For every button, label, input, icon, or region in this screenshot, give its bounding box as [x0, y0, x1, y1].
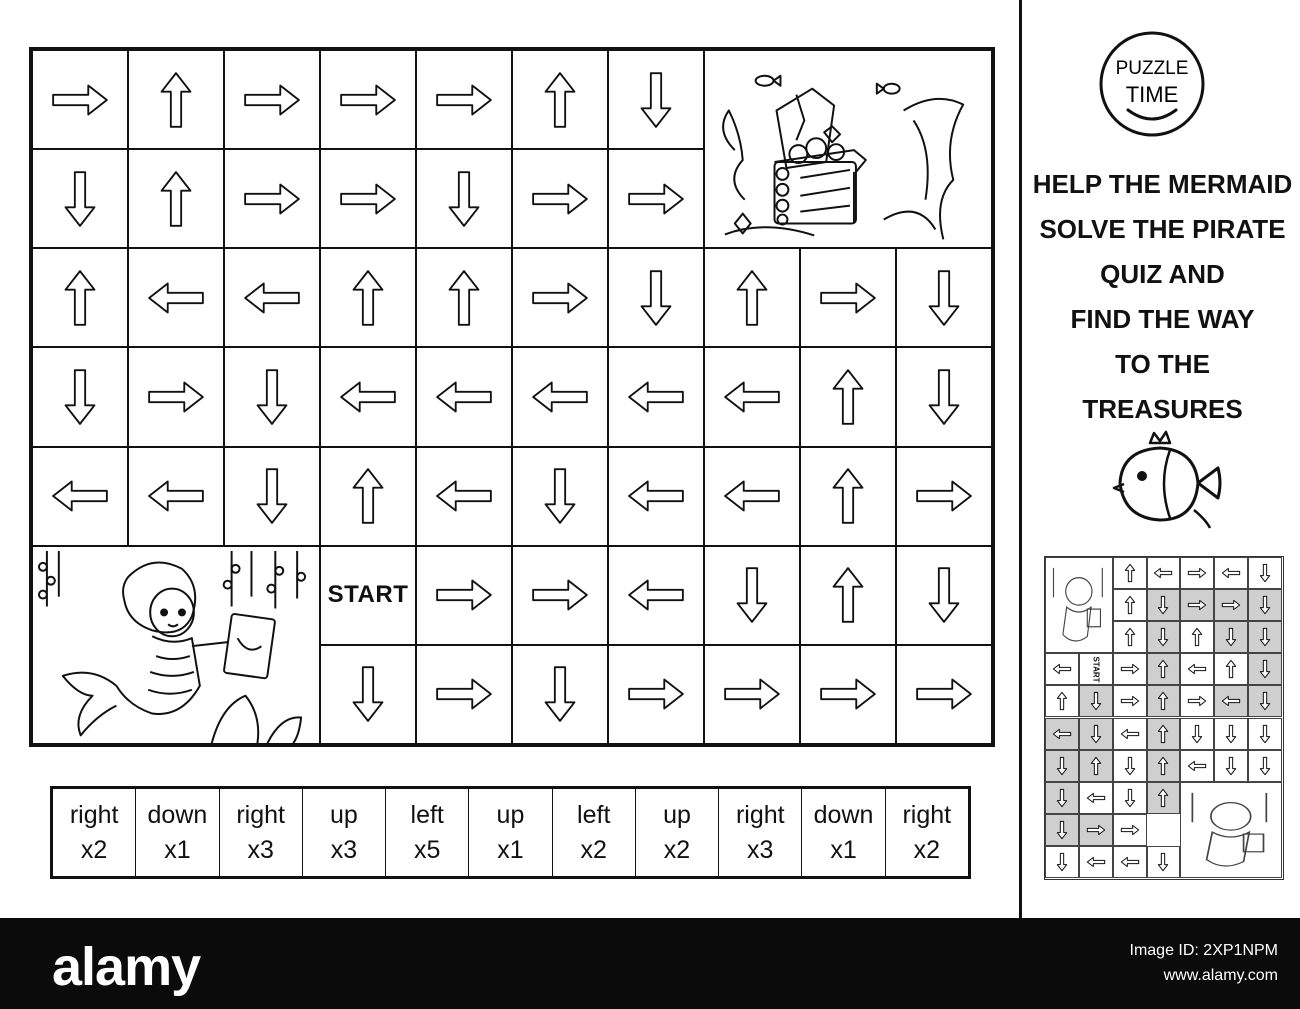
- arrow-cell: [224, 149, 320, 248]
- instruction-cell: [886, 789, 968, 876]
- arrow-cell: [512, 645, 608, 744]
- arrow-cell: [896, 546, 992, 645]
- up-arrow-icon: [1153, 691, 1173, 711]
- mini-arrow-cell: [1147, 750, 1181, 782]
- image-id: Image ID: 2XP1NPM: [1129, 942, 1278, 959]
- mini-arrow-cell: [1214, 557, 1248, 589]
- mini-arrow-cell: [1180, 718, 1214, 750]
- arrow-cell: [224, 248, 320, 347]
- right-arrow-icon: [49, 69, 111, 131]
- mini-arrow-cell: [1045, 685, 1079, 717]
- mini-arrow-cell: [1248, 653, 1282, 685]
- mini-arrow-cell: [1079, 846, 1113, 878]
- left-arrow-icon: [1086, 788, 1106, 808]
- mini-arrow-cell: [1079, 685, 1113, 717]
- arrow-cell: [704, 546, 800, 645]
- right-arrow-icon: [913, 465, 975, 527]
- down-arrow-icon: [1052, 852, 1072, 872]
- arrow-cell: [320, 447, 416, 546]
- arrow-cell: [608, 546, 704, 645]
- instruction-direction: right: [902, 800, 952, 829]
- down-arrow-icon: [1052, 820, 1072, 840]
- instruction-count: x2: [913, 835, 940, 864]
- left-arrow-icon: [529, 366, 591, 428]
- mini-arrow-cell: [1113, 685, 1147, 717]
- instruction-direction: down: [147, 800, 208, 829]
- arrow-cell: [896, 347, 992, 446]
- fish-with-crown-icon: [1110, 428, 1230, 538]
- mini-arrow-cell: [1147, 718, 1181, 750]
- instruction-count: x3: [330, 835, 358, 864]
- instructions-headline: [1025, 162, 1300, 432]
- arrow-cell: [32, 50, 128, 149]
- instruction-cell: [386, 789, 469, 876]
- right-arrow-icon: [241, 168, 303, 230]
- left-arrow-icon: [1221, 563, 1241, 583]
- start-cell: [320, 546, 416, 645]
- mini-arrow-cell: [1045, 846, 1079, 878]
- right-arrow-icon: [433, 69, 495, 131]
- mini-arrow-cell: [1214, 685, 1248, 717]
- arrow-cell: [800, 447, 896, 546]
- right-arrow-icon: [1120, 820, 1140, 840]
- mini-arrow-cell: [1248, 589, 1282, 621]
- left-arrow-icon: [1052, 724, 1072, 744]
- arrow-cell: [128, 149, 224, 248]
- right-arrow-icon: [913, 663, 975, 725]
- badge-line-2: TIME: [1125, 82, 1179, 107]
- mini-treasure-illustration: [1180, 782, 1282, 878]
- left-arrow-icon: [241, 267, 303, 329]
- instruction-count: x1: [497, 835, 524, 864]
- right-arrow-icon: [625, 663, 687, 725]
- left-arrow-icon: [1187, 756, 1207, 776]
- arrow-cell: [32, 347, 128, 446]
- instruction-cell: [719, 789, 802, 876]
- mini-start-label: START: [1091, 656, 1101, 683]
- instruction-direction: down: [813, 800, 874, 829]
- right-arrow-icon: [1187, 595, 1207, 615]
- right-arrow-icon: [1120, 691, 1140, 711]
- down-arrow-icon: [1153, 595, 1173, 615]
- left-arrow-icon: [625, 465, 687, 527]
- instruction-count: x3: [747, 835, 774, 864]
- up-arrow-icon: [433, 267, 495, 329]
- instruction-cell: [802, 789, 885, 876]
- down-arrow-icon: [433, 168, 495, 230]
- mini-arrow-cell: [1113, 589, 1147, 621]
- left-arrow-icon: [1120, 724, 1140, 744]
- instruction-count: x5: [413, 835, 441, 864]
- arrow-cell: [704, 347, 800, 446]
- arrow-cell: [704, 645, 800, 744]
- instruction-direction: up: [330, 800, 358, 829]
- down-arrow-icon: [1120, 788, 1140, 808]
- mini-arrow-cell: [1147, 589, 1181, 621]
- puzzle-board: [29, 47, 995, 747]
- headline-line: TO THE: [1115, 349, 1210, 379]
- down-arrow-icon: [1052, 788, 1072, 808]
- arrow-cell: [128, 248, 224, 347]
- instruction-direction: left: [410, 800, 444, 829]
- headline-line: FIND THE WAY: [1070, 304, 1255, 334]
- left-arrow-icon: [433, 465, 495, 527]
- instruction-cell: [136, 789, 219, 876]
- down-arrow-icon: [49, 366, 111, 428]
- arrow-cell: [800, 546, 896, 645]
- puzzle-time-badge: [1098, 30, 1206, 138]
- mini-arrow-cell: [1147, 653, 1181, 685]
- down-arrow-icon: [913, 267, 975, 329]
- right-arrow-icon: [1221, 595, 1241, 615]
- arrow-cell: [608, 248, 704, 347]
- arrow-cell: [128, 50, 224, 149]
- left-arrow-icon: [1086, 852, 1106, 872]
- mini-arrow-cell: [1214, 653, 1248, 685]
- down-arrow-icon: [721, 564, 783, 626]
- headline-line: HELP THE MERMAID: [1032, 169, 1293, 199]
- right-arrow-icon: [625, 168, 687, 230]
- down-arrow-icon: [625, 267, 687, 329]
- arrow-cell: [224, 50, 320, 149]
- arrow-cell: [512, 248, 608, 347]
- left-arrow-icon: [1221, 691, 1241, 711]
- mini-start-cell: [1079, 653, 1113, 685]
- down-arrow-icon: [913, 366, 975, 428]
- treasure-chest-illustration: [704, 50, 992, 248]
- right-arrow-icon: [529, 564, 591, 626]
- down-arrow-icon: [1187, 724, 1207, 744]
- down-arrow-icon: [1255, 563, 1275, 583]
- mini-arrow-cell: [1113, 750, 1147, 782]
- headline-line: TREASURES: [1082, 394, 1243, 424]
- down-arrow-icon: [625, 69, 687, 131]
- arrow-cell: [416, 447, 512, 546]
- instruction-direction: right: [236, 800, 285, 829]
- footer-bar: [0, 918, 1300, 1009]
- footer-id-block: [1130, 938, 1279, 988]
- instruction-cell: [636, 789, 719, 876]
- down-arrow-icon: [1255, 691, 1275, 711]
- down-arrow-icon: [1153, 852, 1173, 872]
- right-arrow-icon: [1120, 659, 1140, 679]
- down-arrow-icon: [1120, 756, 1140, 776]
- right-arrow-icon: [337, 168, 399, 230]
- right-arrow-icon: [1187, 691, 1207, 711]
- right-arrow-icon: [241, 69, 303, 131]
- instruction-count: x2: [80, 835, 108, 864]
- down-arrow-icon: [337, 663, 399, 725]
- mini-arrow-cell: [1180, 557, 1214, 589]
- up-arrow-icon: [1153, 659, 1173, 679]
- up-arrow-icon: [145, 69, 207, 131]
- arrow-cell: [512, 447, 608, 546]
- right-arrow-icon: [337, 69, 399, 131]
- up-arrow-icon: [1187, 627, 1207, 647]
- arrow-cell: [608, 149, 704, 248]
- down-arrow-icon: [1052, 756, 1072, 776]
- right-arrow-icon: [433, 663, 495, 725]
- footer-logo: alamy: [52, 937, 201, 997]
- down-arrow-icon: [1255, 756, 1275, 776]
- mini-arrow-cell: [1113, 718, 1147, 750]
- up-arrow-icon: [1052, 691, 1072, 711]
- left-arrow-icon: [145, 465, 207, 527]
- down-arrow-icon: [1153, 627, 1173, 647]
- up-arrow-icon: [817, 366, 879, 428]
- vertical-divider: [1019, 0, 1022, 918]
- start-label: START: [327, 581, 409, 609]
- arrow-cell: [608, 645, 704, 744]
- arrow-cell: [320, 149, 416, 248]
- left-arrow-icon: [625, 564, 687, 626]
- right-arrow-icon: [145, 366, 207, 428]
- left-arrow-icon: [1052, 659, 1072, 679]
- left-arrow-icon: [49, 465, 111, 527]
- arrow-cell: [320, 645, 416, 744]
- mini-arrow-cell: [1079, 750, 1113, 782]
- up-arrow-icon: [529, 69, 591, 131]
- arrow-cell: [224, 347, 320, 446]
- arrow-cell: [128, 347, 224, 446]
- up-arrow-icon: [1153, 756, 1173, 776]
- arrow-cell: [800, 248, 896, 347]
- mini-arrow-cell: [1079, 814, 1113, 846]
- left-arrow-icon: [1120, 852, 1140, 872]
- mini-arrow-cell: [1079, 782, 1113, 814]
- up-arrow-icon: [817, 564, 879, 626]
- arrow-cell: [704, 447, 800, 546]
- down-arrow-icon: [1255, 627, 1275, 647]
- mini-arrow-cell: [1214, 718, 1248, 750]
- left-arrow-icon: [433, 366, 495, 428]
- arrow-cell: [224, 447, 320, 546]
- mini-answer-key: [1044, 556, 1284, 880]
- instruction-count: x2: [580, 835, 607, 864]
- mini-arrow-cell: [1214, 750, 1248, 782]
- left-arrow-icon: [1187, 659, 1207, 679]
- mini-arrow-cell: [1248, 557, 1282, 589]
- arrow-cell: [416, 347, 512, 446]
- down-arrow-icon: [1255, 724, 1275, 744]
- instruction-count: x1: [830, 835, 857, 864]
- mini-arrow-cell: [1045, 814, 1079, 846]
- arrow-cell: [512, 50, 608, 149]
- right-arrow-icon: [817, 663, 879, 725]
- up-arrow-icon: [1153, 788, 1173, 808]
- mini-arrow-cell: [1214, 621, 1248, 653]
- mini-arrow-cell: [1180, 750, 1214, 782]
- headline-line: SOLVE THE PIRATE: [1039, 214, 1286, 244]
- left-arrow-icon: [721, 465, 783, 527]
- down-arrow-icon: [1255, 659, 1275, 679]
- left-arrow-icon: [145, 267, 207, 329]
- instruction-cell: [469, 789, 552, 876]
- arrow-cell: [416, 50, 512, 149]
- up-arrow-icon: [49, 267, 111, 329]
- left-arrow-icon: [337, 366, 399, 428]
- mini-mermaid-illustration: [1045, 557, 1113, 653]
- arrow-cell: [896, 248, 992, 347]
- up-arrow-icon: [1120, 563, 1140, 583]
- arrow-cell: [320, 50, 416, 149]
- mini-arrow-cell: [1180, 589, 1214, 621]
- down-arrow-icon: [1221, 724, 1241, 744]
- down-arrow-icon: [1086, 724, 1106, 744]
- arrow-cell: [128, 447, 224, 546]
- instruction-count: x2: [663, 835, 691, 864]
- mini-arrow-cell: [1113, 814, 1147, 846]
- arrow-cell: [800, 347, 896, 446]
- down-arrow-icon: [1221, 756, 1241, 776]
- up-arrow-icon: [721, 267, 783, 329]
- instruction-count: x3: [247, 835, 274, 864]
- up-arrow-icon: [337, 465, 399, 527]
- mini-arrow-cell: [1045, 750, 1079, 782]
- arrow-cell: [32, 248, 128, 347]
- right-arrow-icon: [433, 564, 495, 626]
- mermaid-with-map-illustration: [32, 546, 320, 744]
- down-arrow-icon: [241, 465, 303, 527]
- left-arrow-icon: [625, 366, 687, 428]
- arrow-cell: [32, 149, 128, 248]
- mini-arrow-cell: [1113, 557, 1147, 589]
- mini-arrow-cell: [1214, 589, 1248, 621]
- left-arrow-icon: [1153, 563, 1173, 583]
- badge-line-1: PUZZLE: [1115, 58, 1189, 79]
- up-arrow-icon: [337, 267, 399, 329]
- up-arrow-icon: [1086, 756, 1106, 776]
- mini-arrow-cell: [1147, 846, 1181, 878]
- mini-arrow-cell: [1147, 621, 1181, 653]
- arrow-cell: [320, 248, 416, 347]
- arrow-cell: [512, 347, 608, 446]
- up-arrow-icon: [1221, 659, 1241, 679]
- up-arrow-icon: [1153, 724, 1173, 744]
- mini-arrow-cell: [1180, 685, 1214, 717]
- right-arrow-icon: [1187, 563, 1207, 583]
- mini-arrow-cell: [1248, 718, 1282, 750]
- arrow-cell: [896, 645, 992, 744]
- arrow-cell: [416, 248, 512, 347]
- arrow-cell: [800, 645, 896, 744]
- arrow-cell: [512, 546, 608, 645]
- instruction-cell: [220, 789, 303, 876]
- mini-arrow-cell: [1113, 846, 1147, 878]
- down-arrow-icon: [1255, 595, 1275, 615]
- up-arrow-icon: [817, 465, 879, 527]
- mini-arrow-cell: [1113, 653, 1147, 685]
- mini-arrow-cell: [1113, 621, 1147, 653]
- instruction-cell: [303, 789, 386, 876]
- headline-line: QUIZ AND: [1100, 259, 1225, 289]
- arrow-cell: [608, 447, 704, 546]
- down-arrow-icon: [241, 366, 303, 428]
- instruction-count: x1: [164, 835, 191, 864]
- mini-arrow-cell: [1147, 557, 1181, 589]
- right-arrow-icon: [721, 663, 783, 725]
- mini-arrow-cell: [1248, 750, 1282, 782]
- arrow-cell: [608, 347, 704, 446]
- mini-arrow-cell: [1079, 718, 1113, 750]
- instruction-direction: up: [663, 800, 691, 829]
- down-arrow-icon: [529, 663, 591, 725]
- arrow-cell: [32, 447, 128, 546]
- arrow-cell: [416, 546, 512, 645]
- down-arrow-icon: [913, 564, 975, 626]
- up-arrow-icon: [1120, 595, 1140, 615]
- mini-arrow-cell: [1045, 718, 1079, 750]
- mini-arrow-cell: [1180, 653, 1214, 685]
- arrow-cell: [704, 248, 800, 347]
- mini-arrow-cell: [1248, 685, 1282, 717]
- mini-arrow-cell: [1147, 685, 1181, 717]
- right-arrow-icon: [529, 168, 591, 230]
- down-arrow-icon: [529, 465, 591, 527]
- arrow-cell: [416, 645, 512, 744]
- instruction-direction: right: [69, 800, 119, 829]
- arrow-cell: [416, 149, 512, 248]
- instruction-direction: left: [577, 800, 611, 829]
- arrow-cell: [896, 447, 992, 546]
- right-arrow-icon: [1086, 820, 1106, 840]
- down-arrow-icon: [1221, 627, 1241, 647]
- mini-arrow-cell: [1248, 621, 1282, 653]
- right-arrow-icon: [529, 267, 591, 329]
- mini-arrow-cell: [1147, 782, 1181, 814]
- right-arrow-icon: [817, 267, 879, 329]
- arrow-cell: [512, 149, 608, 248]
- instruction-cell: [53, 789, 136, 876]
- mini-arrow-cell: [1113, 782, 1147, 814]
- left-arrow-icon: [721, 366, 783, 428]
- up-arrow-icon: [145, 168, 207, 230]
- arrow-cell: [608, 50, 704, 149]
- instruction-strip: [50, 786, 971, 879]
- up-arrow-icon: [1120, 627, 1140, 647]
- mini-arrow-cell: [1180, 621, 1214, 653]
- instruction-cell: [553, 789, 636, 876]
- site-url: www.alamy.com: [1163, 967, 1278, 984]
- mini-arrow-cell: [1045, 653, 1079, 685]
- instruction-direction: up: [496, 800, 525, 829]
- mini-arrow-cell: [1045, 782, 1079, 814]
- instruction-direction: right: [735, 800, 785, 829]
- down-arrow-icon: [1086, 691, 1106, 711]
- arrow-cell: [320, 347, 416, 446]
- down-arrow-icon: [49, 168, 111, 230]
